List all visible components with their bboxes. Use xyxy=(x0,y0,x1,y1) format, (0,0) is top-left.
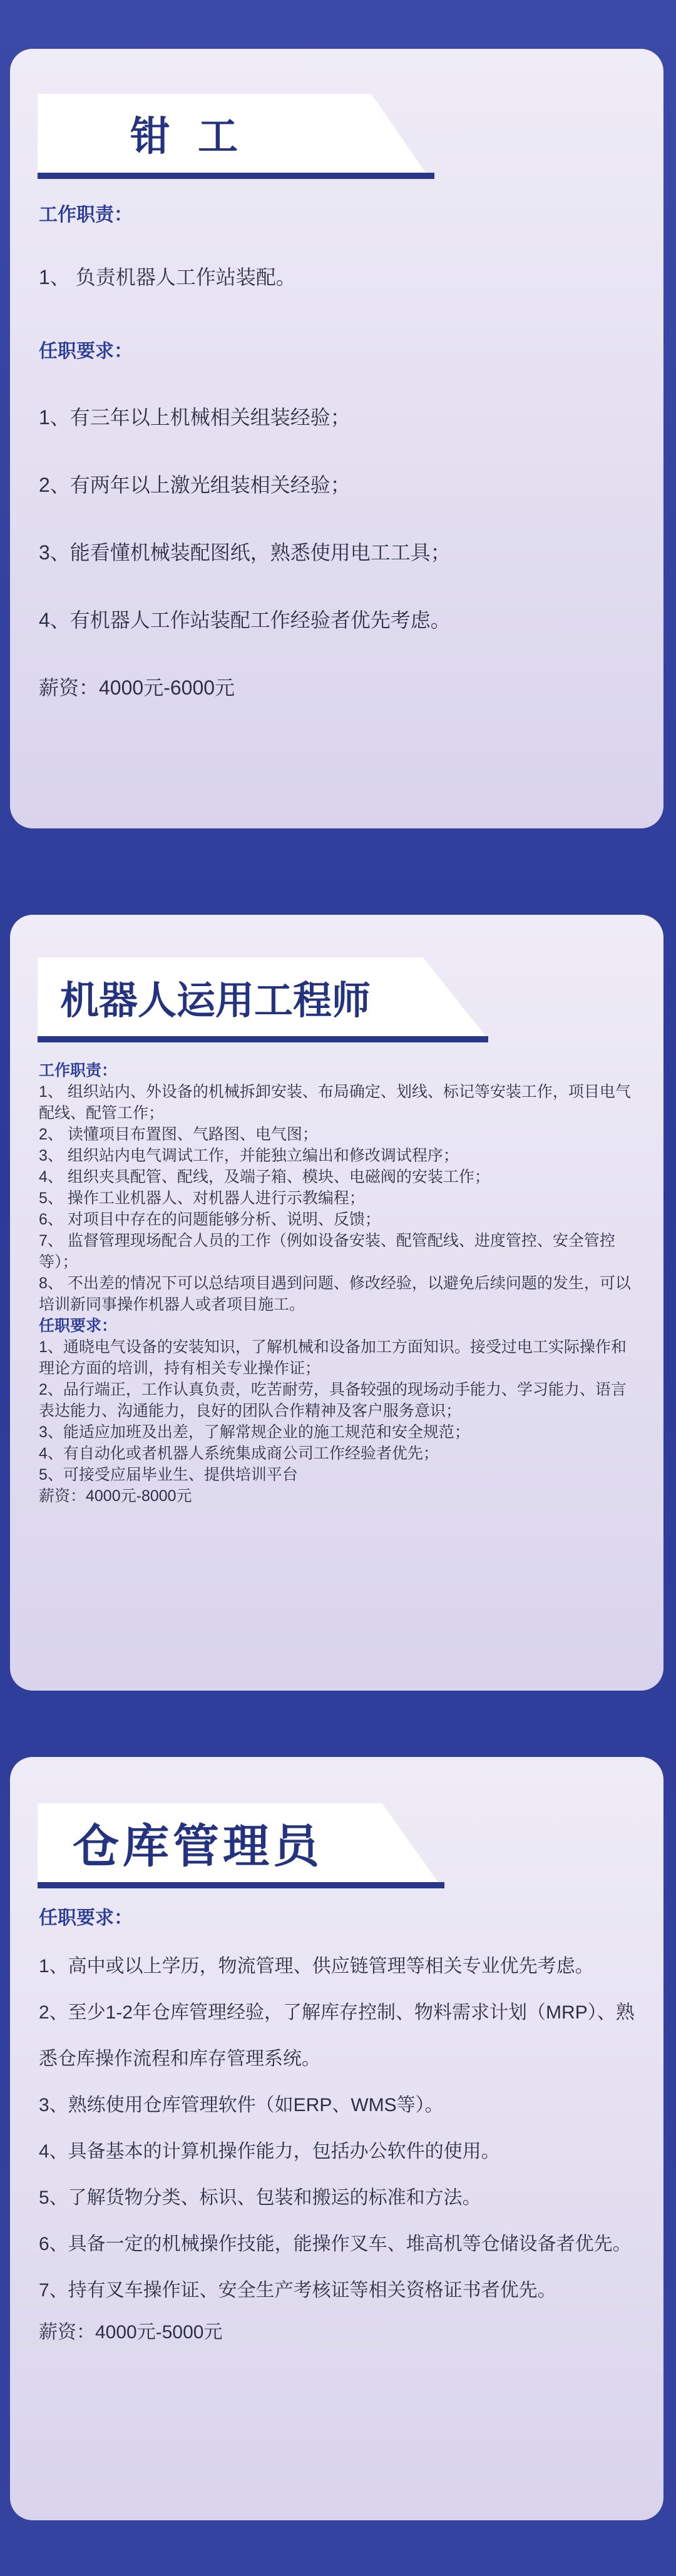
duties-label: 工作职责： xyxy=(39,205,133,225)
duty-item: 1、 负责机器人工作站装配。 xyxy=(39,266,296,288)
requirements-label: 任职要求： xyxy=(39,1908,133,1928)
banner-underline xyxy=(38,1036,488,1042)
requirement-item: 1、高中或以上学历，物流管理、供应链管理等相关专业优先考虑。 xyxy=(39,1956,594,1977)
requirement-item: 3、能适应加班及出差，了解常规企业的施工规范和安全规范； xyxy=(39,1423,470,1441)
duty-item: 4、 组织夹具配管、配线，及端子箱、模块、电磁阀的安装工作； xyxy=(39,1168,490,1186)
requirements-label: 任职要求： xyxy=(39,1317,118,1335)
requirement-item: 1、有三年以上机械相关组装经验； xyxy=(39,406,351,429)
requirement-item: 2、至少1-2年仓库管理经验，了解库存控制、物料需求计划（MRP）、熟悉仓库操作流程和库存管理系统。 xyxy=(39,2002,635,2069)
banner-underline xyxy=(38,1882,444,1888)
duties-label: 工作职责： xyxy=(39,1062,118,1079)
requirements-label: 任职要求： xyxy=(39,341,133,362)
requirement-item: 5、了解货物分类、标识、包装和搬运的标准和方法。 xyxy=(39,2187,481,2208)
job-title: 钳工 xyxy=(130,114,265,159)
job-card-fitter xyxy=(10,49,663,828)
job-details xyxy=(39,1060,640,1507)
requirement-item: 2、有两年以上激光组装相关经验； xyxy=(39,474,351,496)
job-card-robot-engineer xyxy=(10,915,663,1691)
requirement-item: 3、熟练使用仓库管理软件（如ERP、WMS等）。 xyxy=(39,2095,444,2115)
duty-item: 6、 对项目中存在的问题能够分析、说明、反馈； xyxy=(39,1211,381,1228)
requirement-item: 7、持有叉车操作证、安全生产考核证等相关资格证书者优先。 xyxy=(39,2280,556,2301)
requirement-item: 3、能看懂机械装配图纸，熟悉使用电工工具； xyxy=(39,541,451,564)
job-card-warehouse-manager xyxy=(10,1757,663,2520)
salary: 薪资：4000元-5000元 xyxy=(39,2322,223,2343)
duty-item: 3、 组织站内电气调试工作，并能独立编出和修改调试程序； xyxy=(39,1147,459,1164)
duty-item: 2、 读懂项目布置图、气路图、电气图； xyxy=(39,1126,318,1143)
duty-item: 8、 不出差的情况下可以总结项目遇到问题、修改经验，以避免后续问题的发生，可以培训新同事操作机器人或者项目施工。 xyxy=(39,1275,631,1313)
job-title: 仓库管理员 xyxy=(73,1820,323,1872)
requirements-list xyxy=(39,1943,640,2351)
requirement-item: 5、可接受应届毕业生、提供培训平台 xyxy=(39,1466,298,1484)
requirement-item: 1、通晓电气设备的安装知识，了解机械和设备加工方面知识。接受过电工实际操作和理论方面的培训，持有相关专业操作证； xyxy=(39,1338,627,1377)
duty-item: 7、 监督管理现场配合人员的工作（例如设备安装、配管配线、进度管控、安全管控等）； xyxy=(39,1232,615,1271)
duty-item: 5、 操作工业机器人、对机器人进行示教编程； xyxy=(39,1189,365,1207)
duty-item: 1、 组织站内、外设备的机械拆卸安装、布局确定、划线、标记等安装工作，项目电气配线、配管工作； xyxy=(39,1083,631,1122)
requirement-item: 2、品行端正，工作认真负责，吃苦耐劳，具备较强的现场动手能力、学习能力、语言表达能力、沟通能力，良好的团队合作精神及客户服务意识； xyxy=(39,1381,627,1420)
salary: 薪资：4000元-6000元 xyxy=(39,676,235,699)
salary: 薪资：4000元-8000元 xyxy=(39,1487,192,1505)
job-title: 机器人运用工程师 xyxy=(60,979,371,1022)
requirement-item: 4、有机器人工作站装配工作经验者优先考虑。 xyxy=(39,609,451,631)
requirement-item: 4、有自动化或者机器人系统集成商公司工作经验者优先； xyxy=(39,1445,439,1462)
banner-underline xyxy=(38,173,434,179)
requirement-item: 4、具备基本的计算机操作能力，包括办公软件的使用。 xyxy=(39,2141,500,2162)
requirement-item: 6、具备一定的机械操作技能，能操作叉车、堆高机等仓储设备者优先。 xyxy=(39,2234,632,2254)
